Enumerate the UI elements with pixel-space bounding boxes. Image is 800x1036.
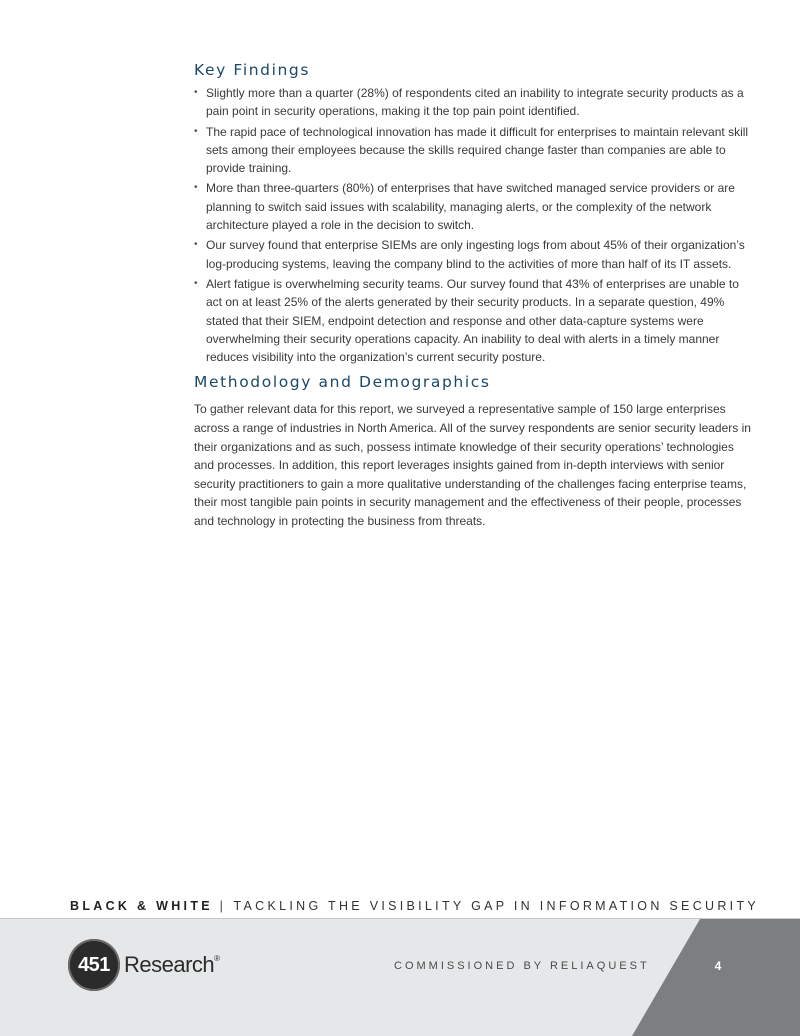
key-findings-list (194, 84, 754, 366)
footer-slant-panel (632, 919, 800, 1036)
logo-wordmark (124, 952, 220, 978)
list-item: • Our survey found that enterprise SIEMs are only ingesting logs from about 45% of their organization’s log-producing systems, leaving the company blind to the activities of more than half of its IT assets. (194, 236, 754, 273)
key-findings-heading: Key Findings (194, 61, 311, 79)
logo-badge (68, 939, 120, 991)
logo-word: Research (124, 952, 215, 977)
logo-number: 451 (78, 953, 110, 976)
commissioned-by: COMMISSIONED BY RELIAQUEST (394, 960, 650, 972)
page-footer (0, 918, 800, 1036)
list-item: • More than three-quarters (80%) of enterprises that have switched managed service providers or are planning to switch said issues with scalability, managing alerts, or the complexity of the network architecture played a role in the decision to switch. (194, 179, 754, 234)
methodology-paragraph: To gather relevant data for this report, we surveyed a representative sample of 150 large enterprises across a range of industries in North America. All of the survey respondents are senior security leaders in their organizations and as such, possess intimate knowledge of their security operations’ technologies and processes. In addition, this report leverages insights gained from in-depth interviews with senior security practitioners to gain a more qualitative understanding of the challenges facing enterprise teams, their most tangible pain points in security management and the effectiveness of their people, processes and technology in protecting the business from threats. (194, 402, 751, 529)
report-type: BLACK & WHITE (70, 899, 213, 913)
page-content (194, 58, 754, 531)
company-logo (68, 939, 220, 991)
methodology-heading: Methodology and Demographics (194, 373, 491, 392)
registered-mark: ® (214, 954, 220, 963)
report-banner (70, 897, 759, 915)
banner-separator: | (219, 899, 223, 913)
report-title: TACKLING THE VISIBILITY GAP IN INFORMATION SECURITY (233, 899, 760, 913)
list-item: • Alert fatigue is overwhelming security teams. Our survey found that 43% of enterprises are unable to act on at least 25% of the alerts generated by their security products. In a separate question, 49% stated that their SIEM, endpoint detection and response and other data-capture systems were overwhelming their security operations capacity. An inability to deal with alerts in a timely manner reduces visibility into the organization’s current security posture. (194, 275, 754, 366)
page-number: 4 (714, 959, 722, 973)
list-item: • Slightly more than a quarter (28%) of respondents cited an inability to integrate security products as a pain point in security operations, making it the top pain point identified. (194, 84, 754, 121)
list-item: • The rapid pace of technological innovation has made it difficult for enterprises to maintain relevant skill sets among their employees because the skills required change faster than companies are able to provide training. (194, 123, 754, 178)
